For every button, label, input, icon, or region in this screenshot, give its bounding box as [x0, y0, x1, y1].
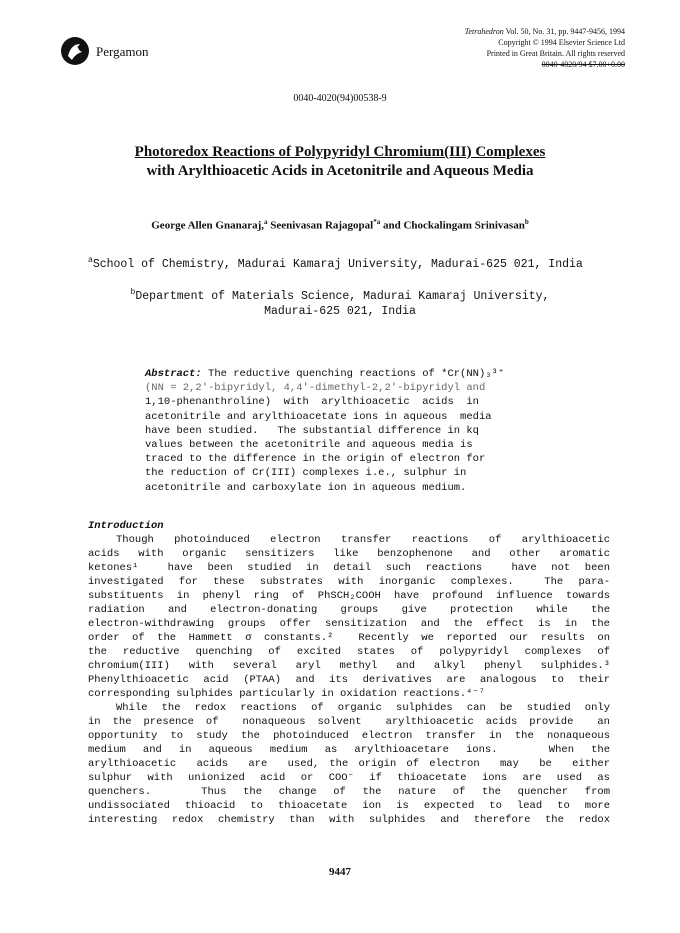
body-text-line: chromium(III) with several aryl methyl and alkyl phenyl sulphides.³	[88, 660, 610, 672]
author-2-affil: *a	[373, 218, 381, 226]
abstract-line: acetonitrile and carboxylate ion in aqueous medium.	[145, 481, 467, 494]
body-text-line: acids with organic sensitizers like benzophenone and other aromatic	[88, 548, 610, 560]
introduction-body	[88, 533, 610, 827]
body-text-line: While the redox reactions of organic sulphides can be studied only	[116, 702, 610, 714]
body-text-line: opportunity to study the photoinduced electron transfer in the nonaqueous	[88, 730, 610, 742]
body-text-line: ketones¹ have been studied in detail such reactions have not been	[88, 562, 610, 574]
body-text-line: undissociated thioacid to thioacetate ion is expected to lead to more	[88, 800, 610, 812]
body-text-line: in the presence of nonaqueous solvent arylthioacetic acids provide an	[88, 716, 610, 728]
abstract-line: values between the acetonitrile and aqueous media is	[145, 439, 473, 452]
body-text-line: Phenylthioacetic acid (PTAA) and its derivatives are analogous to their	[88, 674, 610, 686]
body-text-line: medium and in aqueous medium as arylthioacetare ions. When the	[88, 744, 610, 756]
author-3: and Chockalingam Srinivasan	[383, 219, 525, 232]
author-1-affil: a	[264, 218, 268, 226]
body-text-line: the reductive quenching of excited states of polypyridyl complexes of	[88, 646, 610, 658]
body-text-line: corresponding sulphides particularly in oxidation reactions.⁴⁻⁷	[88, 688, 485, 700]
abstract-line: 1,10-phenanthroline) with arylthioacetic acids in	[145, 396, 479, 409]
abstract	[145, 367, 545, 495]
journal-info	[305, 26, 625, 70]
body-text-line: sulphur with unionized acid or COO⁻ if thioacetate ions are used as	[88, 772, 610, 784]
page-number: 9447	[329, 866, 351, 878]
abstract-line: traced to the difference in the origin of electron for	[145, 453, 486, 466]
author-1: George Allen Gnanaraj,	[151, 219, 264, 232]
body-text-line: radiation and electron-donating groups give protection while the	[88, 604, 610, 616]
section-heading-introduction: Introduction	[88, 520, 164, 532]
title-line-1: Photoredox Reactions of Polypyridyl Chromium(III) Complexes	[134, 144, 546, 160]
body-text-line: substituents in phenyl ring of PhSCH₂COOH have profound influence towards	[88, 590, 610, 602]
body-text-line: electron-withdrawing groups offer sensitization and the effect is in the	[88, 618, 610, 630]
abstract-line: Abstract: The reductive quenching reactions of *Cr(NN)₃³⁺	[145, 368, 505, 380]
author-3-affil: b	[524, 218, 529, 226]
abstract-line: the reduction of Cr(III) complexes i.e., sulphur in	[145, 467, 467, 480]
abstract-line: have been studied. The substantial difference in kq	[145, 424, 479, 437]
body-text-line: quenchers. Thus the change of the nature of the quencher from	[88, 786, 610, 798]
publisher-name: Pergamon	[96, 44, 149, 59]
body-text-line: interesting redox chemistry than with sulphides and therefore the redox	[88, 814, 610, 826]
journal-citation-text: Vol. 50, No. 31, pp. 9447-9456, 1994	[505, 27, 625, 36]
affiliation-b: $^b$Department of Materials Science, Madurai Kamaraj University, Madurai-625 021, India	[130, 288, 550, 318]
body-text-line: arylthioacetic acids are used, the origin of electron may be either	[88, 758, 610, 770]
paper-title	[0, 143, 680, 181]
journal-price: 0040-4020/94 $7.00+0.00	[541, 60, 625, 69]
body-text-line: order of the Hammett σ constants.² Recently we reported our results on	[88, 632, 610, 644]
abstract-heading: Abstract:	[145, 368, 209, 380]
abstract-line: acetonitrile and arylthioacetate ions in aqueous media	[145, 410, 492, 423]
author-2: Seenivasan Rajagopal	[270, 219, 374, 232]
abstract-body	[145, 367, 545, 495]
body-text-line: Though photoinduced electron transfer reactions of arylthioacetic	[116, 534, 610, 546]
journal-printed: Printed in Great Britain. All rights reserved	[486, 49, 625, 58]
journal-copyright: Copyright © 1994 Elsevier Science Ltd	[498, 38, 625, 47]
affiliation-a: $^a$School of Chemistry, Madurai Kamaraj University, Madurai-625 021, India	[88, 256, 583, 271]
author-list	[0, 218, 680, 232]
title-line-2: with Arylthioacetic Acids in Acetonitrile and Aqueous Media	[146, 163, 534, 179]
abstract-line: (NN = 2,2′-bipyridyl, 4,4′-dimethyl-2,2′-bipyridyl and	[145, 382, 486, 395]
pergamon-logo-icon	[60, 36, 90, 66]
body-text-line: investigated for these substrates with inorganic complexes. The para-	[88, 576, 610, 588]
doi-code: 0040-4020(94)00538-9	[293, 93, 387, 104]
journal-citation: Tetrahedron Vol. 50, No. 31, pp. 9447-9456, 1994	[464, 27, 625, 36]
